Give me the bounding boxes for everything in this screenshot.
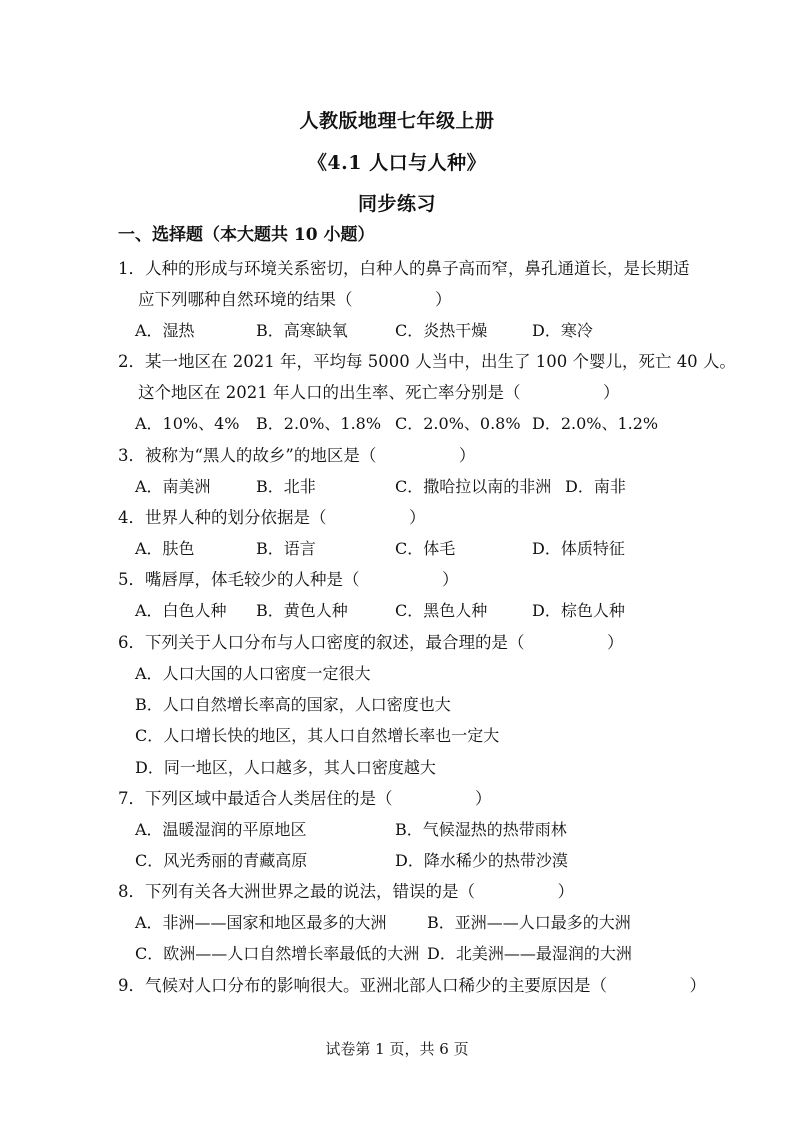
exercise-heading: 同步练习 <box>357 193 436 215</box>
option-b: B．2.0%、1.8% <box>256 414 382 433</box>
option-a: A．非洲——国家和地区最多的大洲 <box>135 913 387 932</box>
question-5-line-1: 5．嘴唇厚，体毛较少的人种是（ ） <box>118 570 459 589</box>
option-c: C．欧洲——人口自然增长率最低的大洲 <box>135 944 420 963</box>
question-6-line-1: 6．下列关于人口分布与人口密度的叙述，最合理的是（ ） <box>118 633 624 652</box>
question-9-line-1: 9．气候对人口分布的影响很大。亚洲北部人口稀少的主要原因是（ ） <box>118 976 706 995</box>
option-c: C．体毛 <box>395 539 456 558</box>
section-heading: 一、选择题（本大题共 10 小题） <box>118 225 375 245</box>
option-d: D．2.0%、1.2% <box>532 414 659 433</box>
option-b: B．亚洲——人口最多的大洲 <box>427 913 631 932</box>
option-c: C．2.0%、0.8% <box>395 414 521 433</box>
question-6-option-a: A．人口大国的人口密度一定很大 <box>135 664 371 683</box>
option-b: B．黄色人种 <box>256 601 348 620</box>
option-a: A．南美洲 <box>135 477 211 496</box>
option-a: A．湿热 <box>135 321 195 340</box>
option-a: A．肤色 <box>135 539 195 558</box>
option-a: A．白色人种 <box>135 601 227 620</box>
option-a: A．温暖湿润的平原地区 <box>135 820 307 839</box>
option-d: D．降水稀少的热带沙漠 <box>395 851 568 870</box>
question-6-option-d: D．同一地区，人口越多，其人口密度越大 <box>135 758 436 777</box>
option-c: C．黑色人种 <box>395 601 488 620</box>
option-b: B．北非 <box>256 477 316 496</box>
question-4-line-1: 4．世界人种的划分依据是（ ） <box>118 508 426 527</box>
doc-subtitle: 《4.1 人口与人种》 <box>307 152 487 174</box>
question-6-option-b: B．人口自然增长率高的国家，人口密度也大 <box>135 695 451 714</box>
question-2-line-1: 2．某一地区在 2021 年，平均每 5000 人当中，出生了 100 个婴儿，死亡 40 人。 <box>118 352 736 371</box>
question-6-option-c: C．人口增长快的地区，其人口自然增长率也一定大 <box>135 726 500 745</box>
question-8-line-1: 8．下列有关各大洲世界之最的说法，错误的是（ ） <box>118 882 574 901</box>
option-c: C．撒哈拉以南的非洲 <box>395 477 552 496</box>
question-3-line-1: 3．被称为“黑人的故乡”的地区是（ ） <box>118 446 476 465</box>
option-c: C．炎热干燥 <box>395 321 488 340</box>
doc-title: 人教版地理七年级上册 <box>299 110 495 132</box>
option-b: B．高寒缺氧 <box>256 321 348 340</box>
option-b: B．气候湿热的热带雨林 <box>395 820 567 839</box>
option-d: D．北美洲——最湿润的大洲 <box>427 944 632 963</box>
page-footer: 试卷第 1 页，共 6 页 <box>325 1040 469 1058</box>
option-b: B．语言 <box>256 539 316 558</box>
question-7-line-1: 7．下列区域中最适合人类居住的是（ ） <box>118 789 492 808</box>
option-d: D．体质特征 <box>532 539 625 558</box>
option-d: D．棕色人种 <box>532 601 625 620</box>
question-1-line-2: 应下列哪种自然环境的结果（ ） <box>138 290 452 309</box>
option-d: D．南非 <box>565 477 626 496</box>
option-c: C．风光秀丽的青藏高原 <box>135 851 308 870</box>
question-2-line-2: 这个地区在 2021 年人口的出生率、死亡率分别是（ ） <box>138 383 620 402</box>
question-1-line-1: 1．人种的形成与环境关系密切，白种人的鼻子高而窄，鼻孔通道长，是长期适 <box>118 259 690 278</box>
option-a: A．10%、4% <box>135 414 240 433</box>
option-d: D．寒冷 <box>532 321 593 340</box>
